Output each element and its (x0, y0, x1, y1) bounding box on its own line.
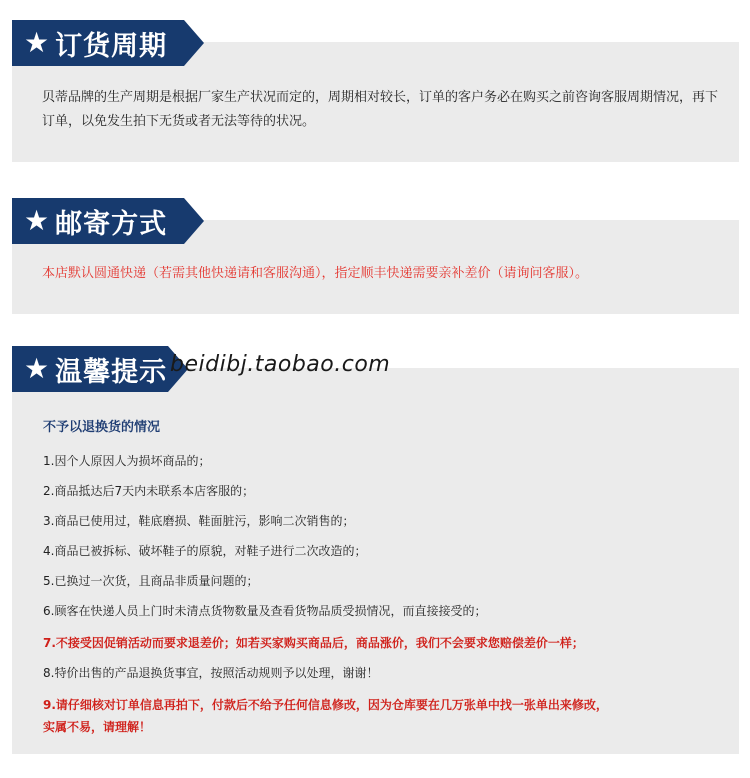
list-item: 4.商品已被拆标、破坏鞋子的原貌，对鞋子进行二次改造的； (43, 544, 367, 558)
list-item: 8.特价出售的产品退换货事宜，按照活动规则予以处理，谢谢！ (43, 666, 379, 680)
tips-banner (12, 346, 168, 392)
order-cycle-title: 订货周期 (55, 30, 168, 62)
shipping-title: 邮寄方式 (55, 208, 168, 240)
list-item: 2.商品抵达后7天内未联系本店客服的； (43, 484, 255, 498)
list-item: 7.不接受因促销活动而要求退差价；如若买家购买商品后，商品涨价，我们不会要求您赔偿差价一样； (43, 636, 584, 650)
list-item: 6.顾客在快递人员上门时未清点货物数量及查看货物品质受损情况，而直接接受的； (43, 604, 487, 618)
star-icon: ★ (24, 26, 50, 59)
list-item: 9.请仔细核对订单信息再拍下，付款后不给予任何信息修改，因为仓库要在几万张单中找一张单出来修改， (43, 698, 608, 712)
list-item: 实属不易，请理解！ (43, 720, 152, 734)
order-cycle-banner (12, 20, 184, 66)
list-item: 1.因个人原因人为损坏商品的； (43, 454, 211, 468)
shipping-banner (12, 198, 184, 244)
star-icon: ★ (24, 352, 50, 385)
shipping-text: 本店默认圆通快递（若需其他快递请和客服沟通），指定顺丰快递需要亲补差价（请询问客服）。 (42, 266, 589, 281)
tips-title: 温馨提示 (55, 356, 168, 388)
order-cycle-text: 贝蒂品牌的生产周期是根据厂家生产状况而定的，周期相对较长，订单的客户务必在购买之前咨询客服周期情况，再下订单，以免发生拍下无货或者无法等待的状况。 (42, 90, 719, 129)
shop-url-watermark: beidibj.taobao.com (170, 352, 391, 377)
list-item: 3.商品已使用过，鞋底磨损、鞋面脏污，影响二次销售的； (43, 514, 355, 528)
no-return-heading: 不予以退换货的情况 (43, 420, 161, 435)
star-icon: ★ (24, 204, 50, 237)
list-item: 5.已换过一次货，且商品非质量问题的； (43, 574, 259, 588)
